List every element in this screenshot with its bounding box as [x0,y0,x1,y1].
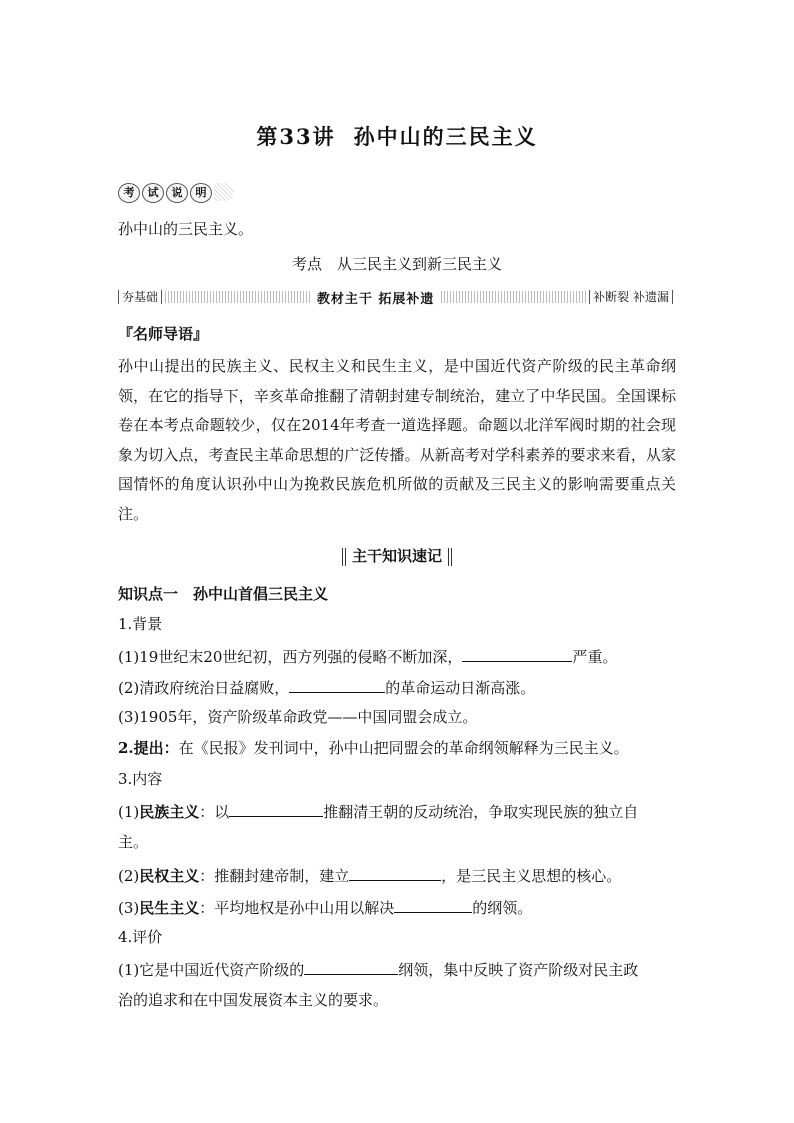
fill-blank[interactable] [229,800,323,817]
proposal-line [118,738,629,758]
stamp-char: 明 [190,183,212,203]
text: 纲领，集中反映了资产阶级对民主政 [398,961,639,979]
background-item-3: (3)1905年，资产阶级革命政党——中国同盟会成立。 [118,708,478,726]
stamp-tail [214,183,234,201]
fill-blank[interactable] [394,896,472,913]
proposal-label: 2.提出： [118,739,179,757]
label: 民族主义 [139,803,200,821]
background-item-2 [118,676,535,698]
fill-blank[interactable] [462,645,572,662]
proposal-text: 在《民报》发刊词中，孙中山把同盟会的革命纲领解释为三民主义。 [178,739,629,757]
teacher-guide-paragraph: 孙中山提出的民族主义、民权主义和民生主义，是中国近代资产阶级的民主革命纲领，在它的指导下，辛亥革命推翻了清朝封建专制统治，建立了中华民国。全国课标卷在本考点命题较少，仅在2014年考查一道选择题。命题以北洋军阀时期的社会现象为切入点，考查民主革命思想的广泛传播。从新高考对学科素养的要求来看，从家国情怀的角度认识孙中山为挽救民族危机所做的贡献及三民主义的影响需要重点关注。 [118,357,676,523]
text: 治的追求和在中国发展资本主义的要求。 [118,991,389,1009]
band-fill [441,291,586,303]
text: ，是三民主义思想的核心。 [441,867,622,885]
background-item-1 [118,645,617,667]
text: 严重。 [572,648,618,666]
title-main: 孙中山的三民主义 [353,124,538,149]
num: (3) [118,899,140,917]
content-item-3 [118,896,532,918]
band-left-label: 夯基础 [118,290,162,304]
text: ：以 [199,803,230,821]
band-middle-label: 教材主干 拓展补遗 [316,291,435,307]
band-fill [165,291,310,303]
label: 民生主义 [139,899,200,917]
label: 民权主义 [139,867,200,885]
knowledge-point-title: 知识点一 孙中山首倡三民主义 [118,585,329,603]
text: 的革命运动日渐高涨。 [385,679,536,697]
text: ：平均地权是孙中山用以解决 [199,899,395,917]
stamp-char: 说 [166,183,188,203]
text: (1)它是中国近代资产阶级的 [118,961,305,979]
num: (2) [118,867,140,885]
text: 推翻清王朝的反动统治，争取实现民族的独立自 [323,803,639,821]
section-bar [342,548,346,566]
band-right-label: 补断裂 补遗漏 [589,290,673,304]
evaluation-item-1 [118,955,676,1015]
background-title: 1.背景 [118,615,163,633]
text: ：推翻封建帝制，建立 [199,867,350,885]
exam-stamp [118,183,234,203]
content-title: 3.内容 [118,770,163,788]
stamp-char: 考 [118,183,140,203]
content-item-2 [118,864,621,886]
exam-text: 孙中山的三民主义。 [118,220,254,238]
text: (1)19世纪末20世纪初，西方列强的侵略不断加深， [118,648,463,666]
num: (1) [118,803,140,821]
section-title-text: 主干知识速记 [351,547,442,565]
text: 主。 [118,833,149,851]
fill-blank[interactable] [289,676,385,693]
page-title [0,121,794,151]
section-title [0,545,794,566]
text: 的纲领。 [472,899,533,917]
evaluation-title: 4.评价 [118,928,163,946]
content-item-1 [118,797,676,857]
stamp-char: 试 [142,183,164,203]
kaodian-heading: 考点 从三民主义到新三民主义 [291,255,502,273]
fill-blank[interactable] [349,864,441,881]
text: (2)清政府统治日益腐败， [118,679,290,697]
teacher-guide-title: 『名师导语』 [118,325,209,343]
section-bar [448,548,452,566]
fill-blank[interactable] [304,958,398,975]
title-prefix: 第33讲 [256,124,336,149]
section-band [118,288,673,306]
